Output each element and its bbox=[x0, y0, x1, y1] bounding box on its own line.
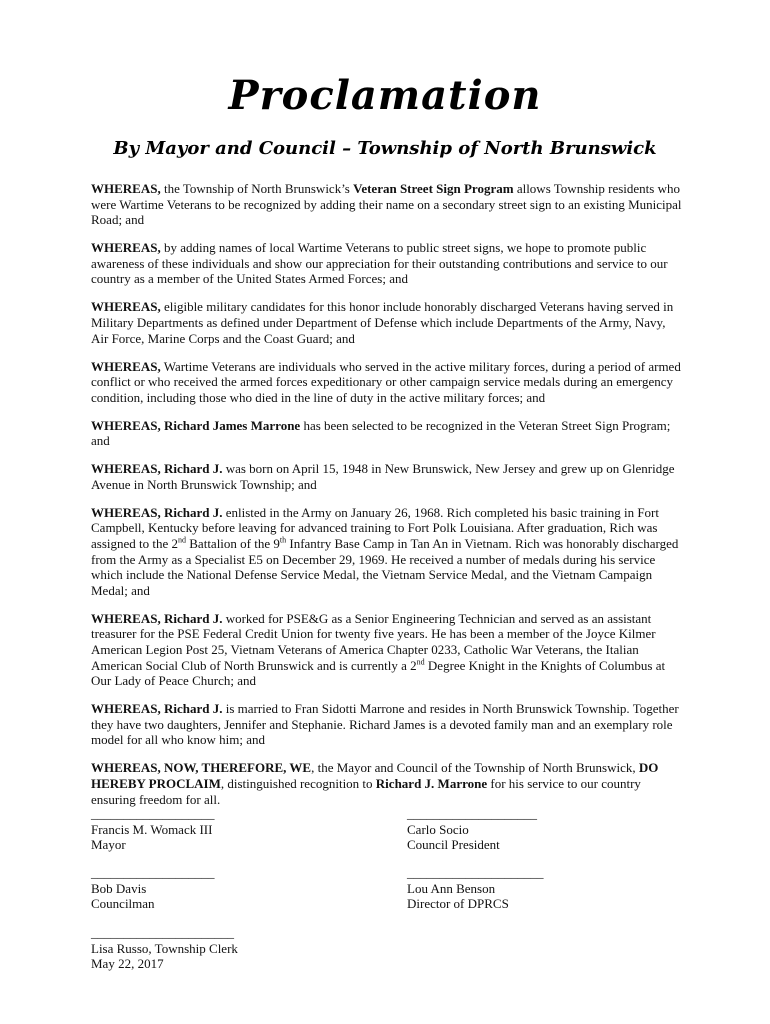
whereas-lead: WHEREAS, Richard J. bbox=[91, 610, 223, 626]
document-date: May 22, 2017 bbox=[91, 956, 164, 972]
signer-title: Councilman bbox=[91, 896, 155, 912]
proclamation-body bbox=[91, 181, 685, 820]
signature-block-councilman bbox=[91, 865, 215, 912]
signer-title: Council President bbox=[407, 837, 500, 853]
signer-title: Mayor bbox=[91, 837, 126, 853]
program-name: Veteran Street Sign Program bbox=[353, 181, 514, 196]
paragraph-text: is married to Fran Sidotti Marrone and resides in North Brunswick Township. Together they have two daughters, Jennifer and Stephanie. Richard James is a devoted family man and an exemplary role model for all who know him; and bbox=[91, 701, 679, 748]
signature-line: ____________________ bbox=[407, 806, 537, 821]
whereas-lead: WHEREAS, bbox=[91, 299, 161, 315]
whereas-paragraph-8 bbox=[91, 611, 685, 689]
signature-line: ______________________ bbox=[91, 925, 234, 940]
proclaim-phrase: DO HEREBY PROCLAIM bbox=[91, 760, 659, 791]
ordinal-suffix: nd bbox=[178, 535, 187, 545]
paragraph-text: by adding names of local Wartime Veterans to public street signs, we hope to promote public awareness of these individuals and show our appreciation for their outstanding contributions and service to our country as a member of the United States Armed Forces; and bbox=[91, 240, 668, 287]
signature-block-clerk bbox=[91, 925, 238, 972]
document-subtitle: By Mayor and Council – Township of North Brunswick bbox=[113, 138, 657, 159]
paragraph-text: Wartime Veterans are individuals who served in the active military forces, during a period of armed conflict or who received the armed forces expeditionary or other campaign service medals during an emergency condition, including those who died in the line of duty in the active military forces; and bbox=[91, 358, 681, 405]
paragraph-text: worked for PSE&G as a Senior Engineering Technician and served as an assistant treasurer for the PSE Federal Credit Union for twenty five years. He has been a member of the Joyce Kilmer American Legion Post 25, Vietnam Veterans of America Chapter 0233, Catholic War Veterans, the Italian American Social Club of North Brunswick and is currently a 2 bbox=[91, 610, 656, 673]
paragraph-text: , distinguished recognition to bbox=[220, 775, 376, 791]
whereas-lead: WHEREAS, Richard James Marrone bbox=[91, 417, 301, 433]
signature-line: ___________________ bbox=[91, 865, 215, 880]
whereas-paragraph-9 bbox=[91, 701, 685, 748]
paragraph-text: Battalion of the 9 bbox=[186, 536, 280, 552]
whereas-lead: WHEREAS, Richard J. bbox=[91, 504, 223, 520]
ordinal-suffix: nd bbox=[416, 657, 425, 667]
proclamation-paragraph bbox=[91, 760, 685, 807]
signer-name: Lisa Russo, Township Clerk bbox=[91, 940, 238, 956]
paragraph-text: Infantry Base Camp in Tan An in Vietnam. Rich was honorably discharged from the Army as a Specialist E5 on December 29, 1969. He received a number of medals during his service which include the National Defense Service Medal, the Vietnam Service Medal, and the Vietnam Campaign Medal; and bbox=[91, 536, 679, 598]
whereas-paragraph-3 bbox=[91, 299, 685, 346]
whereas-paragraph-2 bbox=[91, 240, 685, 287]
paragraph-text: for his service to our country ensuring freedom for all. bbox=[91, 775, 641, 807]
paragraph-text: was born on April 15, 1948 in New Brunswick, New Jersey and grew up on Glenridge Avenue in North Brunswick Township; and bbox=[91, 461, 675, 492]
signer-name: Carlo Socio bbox=[407, 821, 469, 837]
whereas-lead: WHEREAS, bbox=[91, 181, 161, 196]
honoree-name: Richard J. Marrone bbox=[375, 775, 488, 791]
paragraph-text: , the Mayor and Council of the Township of North Brunswick, bbox=[311, 760, 639, 776]
whereas-lead: WHEREAS, Richard J. bbox=[91, 461, 223, 477]
document-title: Proclamation bbox=[228, 72, 542, 119]
signature-block-council-president bbox=[407, 806, 537, 853]
signature-line: _____________________ bbox=[407, 865, 544, 880]
signer-name: Lou Ann Benson bbox=[407, 880, 496, 896]
ordinal-suffix: th bbox=[279, 535, 287, 545]
whereas-lead: WHEREAS, bbox=[91, 358, 161, 374]
whereas-paragraph-6 bbox=[91, 461, 685, 492]
paragraph-text: eligible military candidates for this honor include honorably discharged Veterans having served in Military Departments as defined under Department of Defense which include Departments of the Army, Navy, Air Force, Marine Corps and the Coast Guard; and bbox=[91, 299, 674, 346]
paragraph-text: the Township of North Brunswick’s bbox=[160, 181, 354, 196]
whereas-lead: WHEREAS, Richard J. bbox=[91, 701, 223, 717]
signer-name: Francis M. Womack III bbox=[91, 821, 213, 837]
whereas-paragraph-1 bbox=[91, 181, 685, 228]
paragraph-text: enlisted in the Army on January 26, 1968. Rich completed his basic training in Fort Campbell, Kentucky before leaving for advanced training to Fort Polk Louisiana. After graduation, Rich was assigned to the 2 bbox=[91, 504, 659, 552]
paragraph-text: has been selected to be recognized in the Veteran Street Sign Program; and bbox=[91, 417, 671, 449]
signature-block-director bbox=[407, 865, 544, 912]
signer-name: Bob Davis bbox=[91, 880, 147, 896]
paragraph-text: allows Township residents who were Wartime Veterans to be recognized by adding their name on a secondary street sign to an existing Municipal Road; and bbox=[91, 181, 682, 228]
paragraph-text: Degree Knight in the Knights of Columbus at Our Lady of Peace Church; and bbox=[91, 657, 666, 689]
signature-block-mayor bbox=[91, 806, 215, 853]
whereas-lead: WHEREAS, NOW, THEREFORE, WE bbox=[91, 760, 312, 776]
whereas-lead: WHEREAS, bbox=[91, 240, 161, 256]
signer-title: Director of DPRCS bbox=[407, 896, 509, 912]
whereas-paragraph-7 bbox=[91, 505, 685, 599]
signature-line: ___________________ bbox=[91, 806, 215, 821]
whereas-paragraph-5 bbox=[91, 418, 685, 449]
whereas-paragraph-4 bbox=[91, 359, 685, 406]
